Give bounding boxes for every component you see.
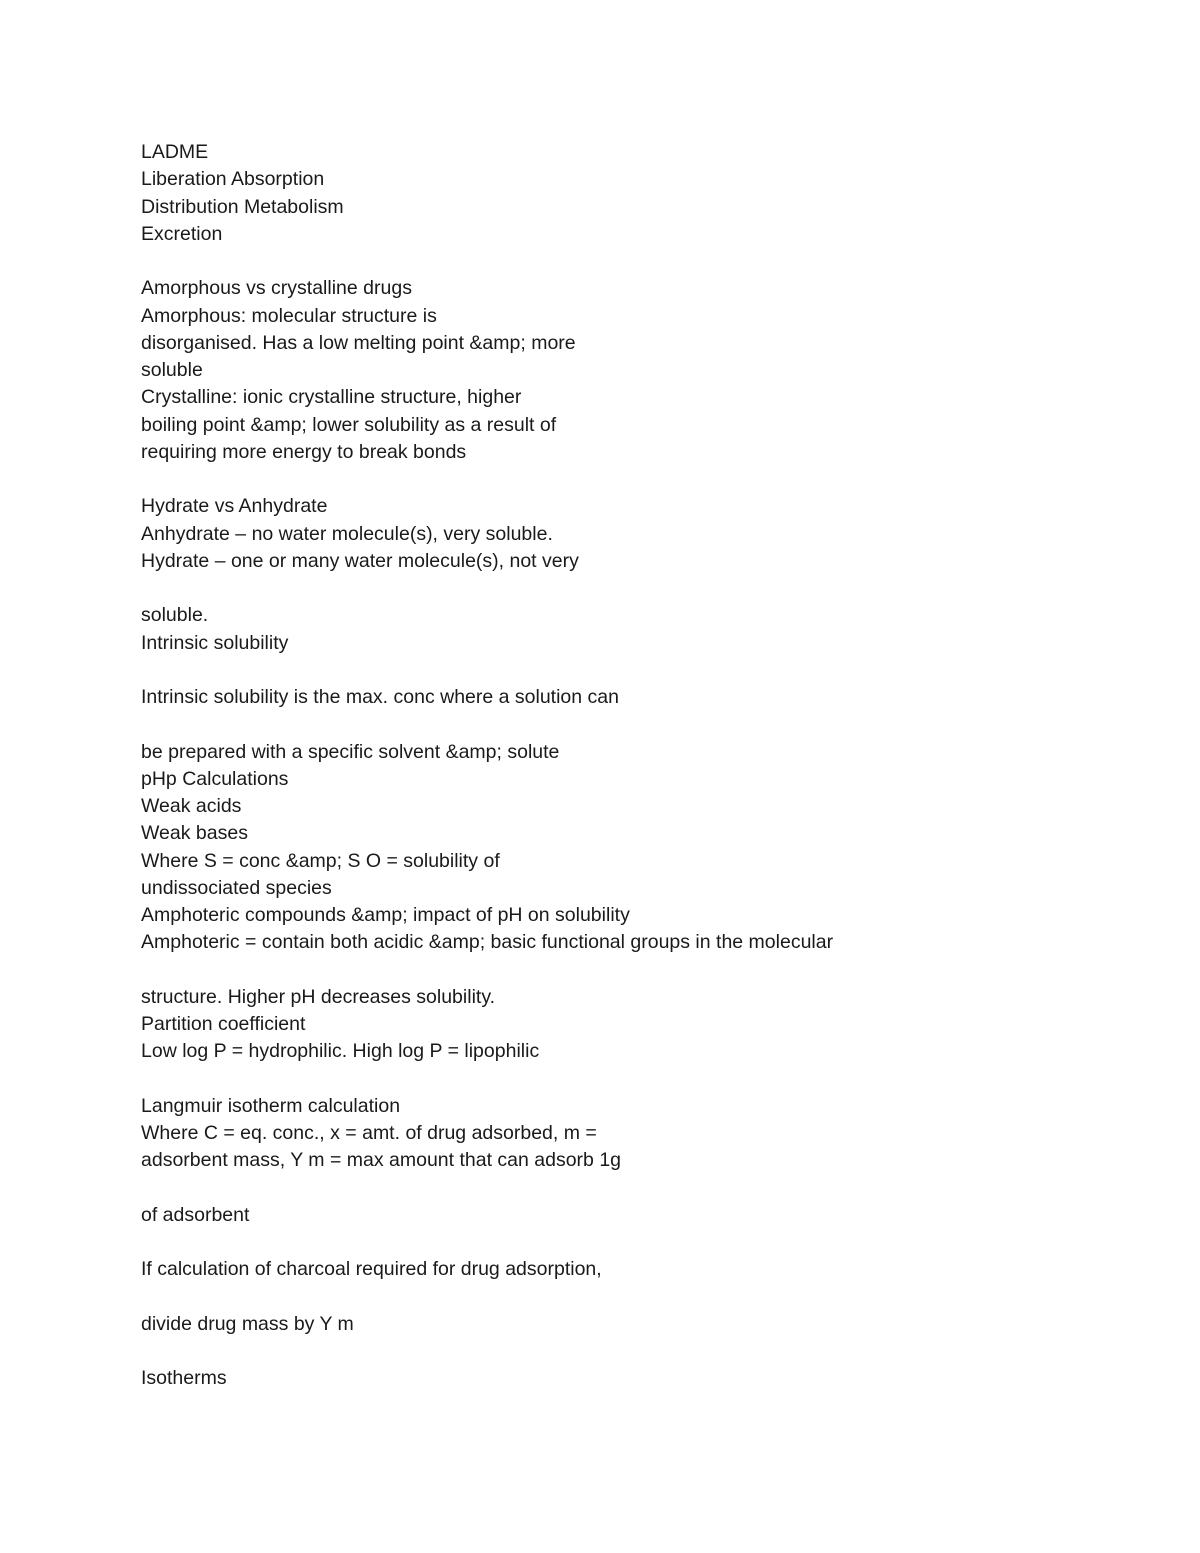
text-line <box>141 1284 1141 1311</box>
text-line: LADME <box>141 141 209 163</box>
text-line: Low log P = hydrophilic. High log P = lipophilic <box>141 1040 540 1063</box>
text-line: Where C = eq. conc., x = amt. of drug adsorbed, m = <box>141 1122 597 1144</box>
text-line: Hydrate vs Anhydrate <box>141 495 328 518</box>
text-line: soluble. <box>141 604 209 627</box>
text-line: If calculation of charcoal required for drug adsorption, <box>141 1258 602 1281</box>
text-line: Intrinsic solubility <box>141 631 289 654</box>
text-line: pHp Calculations <box>141 767 289 790</box>
text-line: divide drug mass by Y m <box>141 1312 354 1335</box>
text-line: Anhydrate – no water molecule(s), very soluble. <box>141 522 553 545</box>
text-line <box>141 1338 1141 1365</box>
text-line: Amphoteric = contain both acidic &amp; basic functional groups in the molecular <box>141 931 834 954</box>
text-line <box>141 466 1141 493</box>
text-line: Liberation Absorption <box>141 168 325 191</box>
text-line: undissociated species <box>141 876 332 899</box>
text-line: of adsorbent <box>141 1203 250 1226</box>
text-line <box>141 1066 1141 1093</box>
text-line: disorganised. Has a low melting point &amp; more <box>141 331 576 354</box>
document-body <box>141 139 1141 1393</box>
text-line <box>141 957 1141 984</box>
text-line: requiring more energy to break bonds <box>141 440 467 463</box>
text-line <box>141 657 1141 684</box>
text-line: adsorbent mass, Y m = max amount that can adsorb 1g <box>141 1149 622 1172</box>
text-line: Where S = conc &amp; S O = solubility of <box>141 849 500 872</box>
text-line: Distribution Metabolism <box>141 195 344 218</box>
text-line: Isotherms <box>141 1367 227 1390</box>
text-line: Excretion <box>141 222 223 245</box>
text-line: structure. Higher pH decreases solubility. <box>141 985 496 1008</box>
text-line: Weak bases <box>141 822 248 845</box>
text-line <box>141 711 1141 738</box>
text-line: Weak acids <box>141 795 242 817</box>
text-line: Langmuir isotherm calculation <box>141 1094 401 1117</box>
text-line: Crystalline: ionic crystalline structure, higher <box>141 386 522 409</box>
text-line: be prepared with a specific solvent &amp; solute <box>141 740 560 763</box>
text-line: soluble <box>141 359 203 381</box>
text-line: Partition coefficient <box>141 1013 306 1035</box>
text-line: Amorphous vs crystalline drugs <box>141 277 412 300</box>
text-line: Amorphous: molecular structure is <box>141 304 437 327</box>
text-line <box>141 1175 1141 1202</box>
text-line <box>141 1229 1141 1256</box>
text-line: boiling point &amp; lower solubility as a result of <box>141 413 557 436</box>
text-line: Intrinsic solubility is the max. conc where a solution can <box>141 686 619 708</box>
text-line <box>141 575 1141 602</box>
text-line: Hydrate – one or many water molecule(s), not very <box>141 549 579 572</box>
text-line: Amphoteric compounds &amp; impact of pH on solubility <box>141 904 630 926</box>
text-line <box>141 248 1141 275</box>
